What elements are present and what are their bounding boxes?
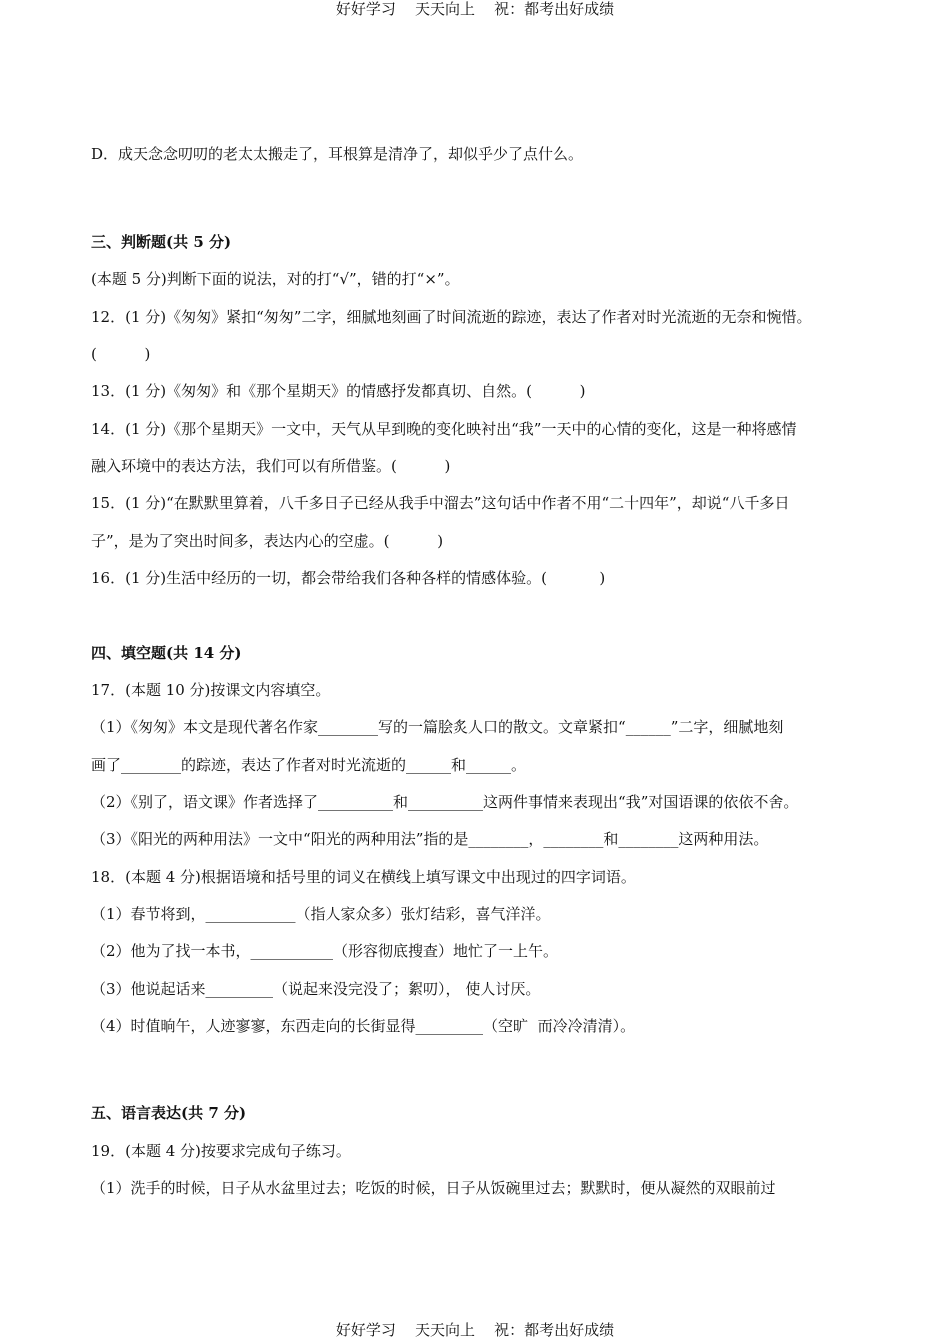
question-17-part-1-cont: 画了________的踪迹，表达了作者对时光流逝的______和______。	[91, 756, 527, 774]
question-16: 16．(1 分)生活中经历的一切，都会带给我们各种各样的情感体验。( )	[91, 569, 606, 587]
question-18-part-1: （1）春节将到，____________（指人家众多）张灯结彩，喜气洋洋。	[91, 905, 551, 923]
section-3-instruction: (本题 5 分)判断下面的说法，对的打“√”，错的打“×”。	[91, 270, 460, 288]
question-17-part-1: （1）《匆匆》本文是现代著名作家________写的一篇脍炙人口的散文。文章紧扣“______”二字，细腻地刻	[91, 718, 784, 736]
question-19: 19．(本题 4 分)按要求完成句子练习。	[91, 1142, 351, 1160]
question-19-part-1: （1）洗手的时候，日子从水盆里过去；吃饭的时候，日子从饭碗里过去；默默时，便从凝然的双眼前过	[91, 1179, 776, 1197]
page-header: 好好学习 天天向上 祝：都考出好成绩	[335, 0, 615, 18]
question-18-part-2: （2）他为了找一本书，___________（形容彻底搜查）地忙了一上午。	[91, 942, 559, 960]
question-18-part-3: （3）他说起话来_________（说起来没完没了；絮叨）， 使人讨厌。	[91, 980, 541, 998]
question-17-part-2: （2）《别了，语文课》作者选择了__________和__________这两件事情来表现出“我”对国语课的依依不舍。	[91, 793, 799, 811]
question-15-cont: 子”，是为了突出时间多，表达内心的空虚。( )	[91, 532, 444, 550]
question-18-part-4: （4）时值晌午，人迹寥寥，东西走向的长街显得_________（空旷 而冷冷清清）。	[91, 1017, 636, 1035]
question-17-part-3: （3）《阳光的两种用法》一文中“阳光的两种用法”指的是________，________和________这两种用法。	[91, 830, 769, 848]
question-15: 15．(1 分)“在默默里算着，八千多日子已经从我手中溜去”这句话中作者不用“二十四年”，却说“八千多日	[91, 494, 790, 512]
page-footer: 好好学习 天天向上 祝：都考出好成绩	[335, 1321, 615, 1339]
question-12-answer-blank: ( )	[91, 345, 151, 363]
section-3-heading: 三、判断题(共 5 分)	[91, 233, 232, 251]
question-14-cont: 融入环境中的表达方法，我们可以有所借鉴。( )	[91, 457, 451, 475]
section-4-heading: 四、填空题(共 14 分)	[91, 644, 242, 662]
section-5-heading: 五、语言表达(共 7 分)	[91, 1104, 247, 1122]
question-17: 17．(本题 10 分)按课文内容填空。	[91, 681, 331, 699]
question-13: 13．(1 分)《匆匆》和《那个星期天》的情感抒发都真切、自然。( )	[91, 382, 586, 400]
question-12: 12．(1 分)《匆匆》紧扣“匆匆”二字，细腻地刻画了时间流逝的踪迹，表达了作者对时光流逝的无奈和惋惜。	[91, 308, 812, 326]
question-14: 14．(1 分)《那个星期天》一文中，天气从早到晚的变化映衬出“我”一天中的心情的变化，这是一种将感情	[91, 420, 797, 438]
question-18: 18．(本题 4 分)根据语境和括号里的词义在横线上填写课文中出现过的四字词语。	[91, 868, 636, 886]
option-d: D．成天念念叨叨的老太太搬走了，耳根算是清净了，却似乎少了点什么。	[91, 145, 584, 163]
